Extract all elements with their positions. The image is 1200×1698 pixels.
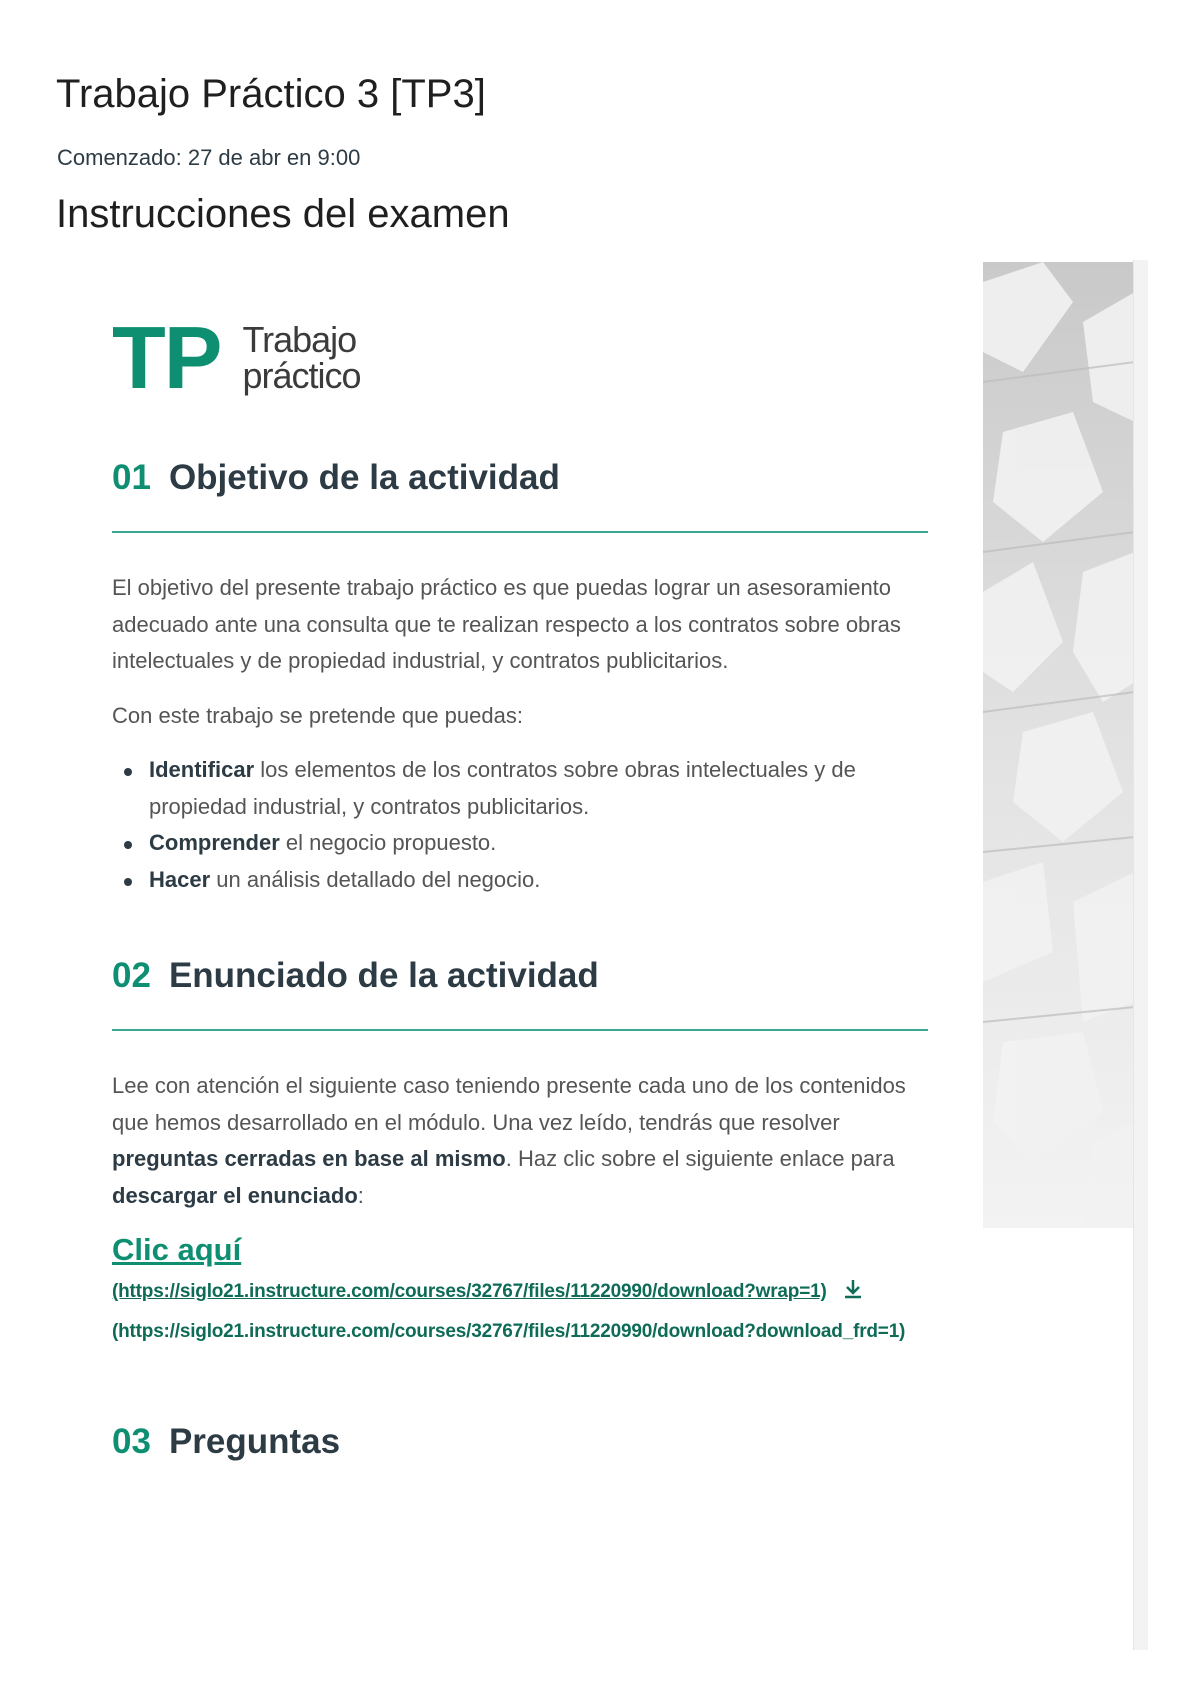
objective-intro: Con este trabajo se pretende que puedas: <box>112 702 523 728</box>
download-links <box>112 1274 928 1350</box>
section-01-title <box>112 458 928 498</box>
tp-logo-line2: práctico <box>242 355 361 396</box>
download-url-link[interactable]: (https://siglo21.instructure.com/courses/32767/files/11220990/download?download_frd=1) <box>112 1320 906 1342</box>
statement-paragraph: Lee con atención el siguiente caso teniendo presente cada uno de los contenidos que hemos desarrollado en el módulo. Una vez leído, tendrás que resolver preguntas cerradas en base al mismo. Haz clic sobre el siguiente enlace para descargar el enunciado: <box>112 1073 906 1208</box>
section-divider <box>112 1029 928 1031</box>
instructions-heading: Instrucciones del examen <box>56 192 510 236</box>
list-item: Identificar los elementos de los contratos sobre obras intelectuales y de propiedad industrial, y contratos publicitarios. <box>112 752 928 825</box>
decorative-banner-image <box>983 262 1135 1228</box>
section-02-heading: Enunciado de la actividad <box>168 956 599 995</box>
objective-list <box>112 752 928 898</box>
section-03-title <box>112 1422 928 1462</box>
section-02-number: 02 <box>112 956 151 995</box>
trabajo-practico-logo <box>112 308 928 407</box>
list-item: Hacer un análisis detallado del negocio. <box>112 862 928 899</box>
tp-logo-line1: Trabajo <box>242 319 357 360</box>
page-title: Trabajo Práctico 3 [TP3] <box>56 72 486 116</box>
section-03-number: 03 <box>112 1422 151 1461</box>
objective-paragraph: El objetivo del presente trabajo práctico es que puedas lograr un asesoramiento adecuado ante una consulta que te realizan respecto a los contratos sobre obras intelectuales y de propiedad industrial, y contratos publicitarios. <box>112 575 901 673</box>
section-divider <box>112 531 928 533</box>
download-icon[interactable] <box>842 1277 864 1314</box>
started-timestamp: Comenzado: 27 de abr en 9:00 <box>57 145 361 170</box>
section-02-title <box>112 956 928 996</box>
instructions-content <box>112 308 928 1462</box>
list-item: Comprender el negocio propuesto. <box>112 825 928 862</box>
clic-aqui-link[interactable]: Clic aquí <box>112 1232 242 1267</box>
tp-logo-mark: TP <box>112 308 221 407</box>
section-01-number: 01 <box>112 458 151 497</box>
section-01-heading: Objetivo de la actividad <box>168 458 560 497</box>
enunciado-url-link[interactable]: (https://siglo21.instructure.com/courses/32767/files/11220990/download?wrap=1) <box>112 1281 827 1302</box>
tp-logo-words <box>242 319 361 396</box>
section-03-heading: Preguntas <box>168 1422 341 1461</box>
page-scrollbar[interactable] <box>1133 260 1148 1650</box>
